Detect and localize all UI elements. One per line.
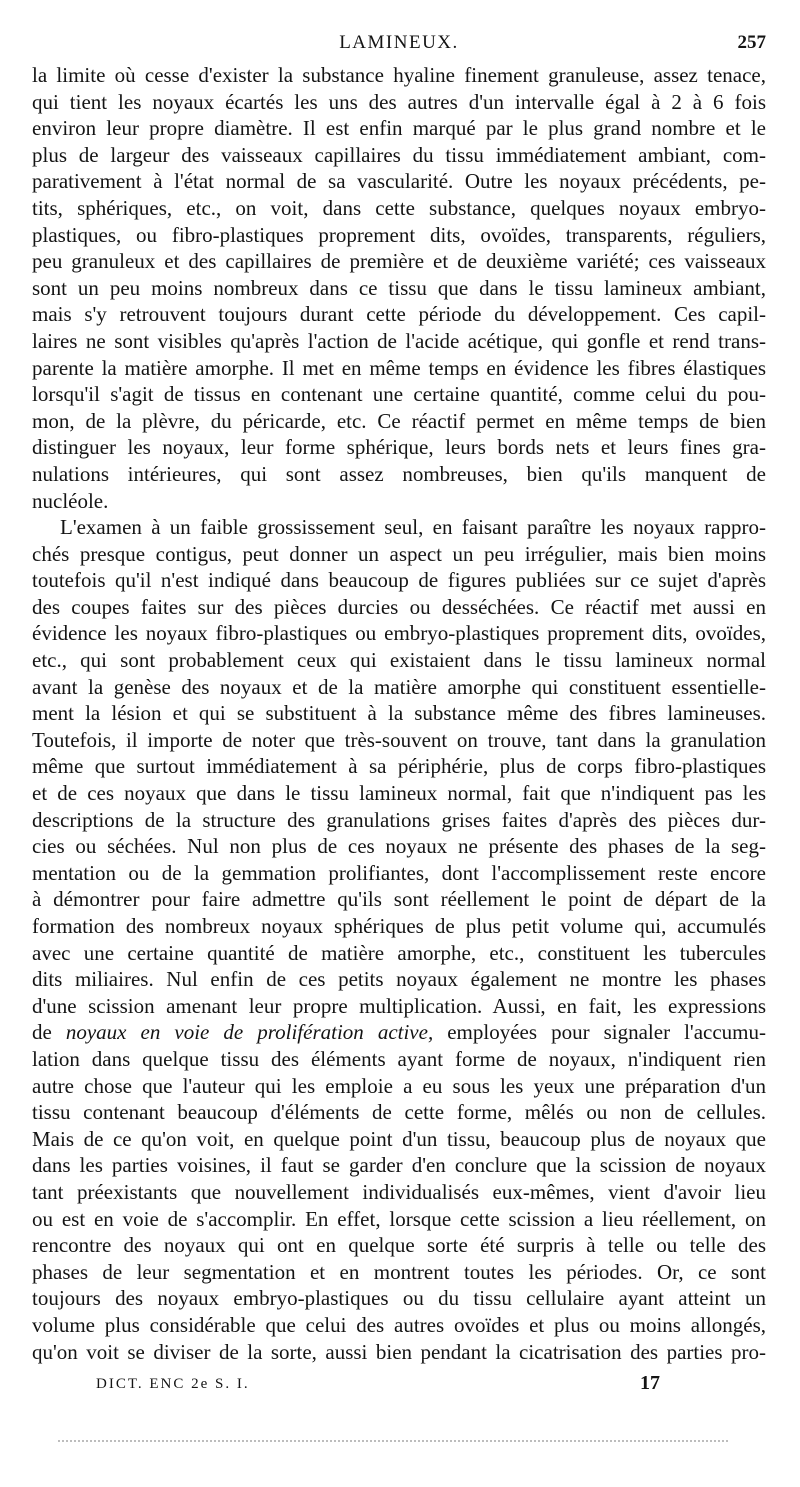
text-line: plus de largeur des vaisseaux capillaires du tissu immédiatement ambiant, com-: [32, 142, 766, 167]
text-line: ment la lésion et qui se substituent à la substance même des fibres lamineuses.: [32, 701, 766, 726]
text-line: à démontrer pour faire admettre qu'ils sont réellement le point de départ de la: [32, 887, 766, 912]
text-line: lation dans quelque tissu des éléments ayant forme de noyaux, n'indiquent rien: [32, 1046, 766, 1071]
text-line: distinguer les noyaux, leur forme sphérique, leurs bords nets et leurs fines gra-: [32, 435, 766, 460]
text-line: tissu contenant beaucoup d'éléments de cette forme, mêlés ou non de cellules.: [32, 1100, 766, 1125]
text-line: évidence les noyaux fibro-plastiques ou embryo-plastiques proprement dits, ovoïdes,: [32, 621, 766, 646]
text-line: tits, sphériques, etc., on voit, dans cette substance, quelques noyaux embryo-: [32, 195, 766, 220]
text-line: laires ne sont visibles qu'après l'action de l'acide acétique, qui gonfle et rend trans-: [32, 328, 766, 353]
text-segment: de: [32, 1020, 66, 1045]
text-line: mentation ou de la gemmation prolifiantes, dont l'accomplissement reste encore: [32, 860, 766, 885]
text-line: plastiques, ou fibro-plastiques proprement dits, ovoïdes, transparents, réguliers,: [32, 222, 766, 247]
text-line: autre chose que l'auteur qui les emploie a eu sous les yeux une préparation d'un: [32, 1073, 766, 1098]
text-line: avec une certaine quantité de matière amorphe, etc., constituent les tubercules: [32, 940, 766, 965]
text-line: tant préexistants que nouvellement individualisés eux-mêmes, vient d'avoir lieu: [32, 1179, 766, 1204]
text-line: la limite où cesse d'exister la substance hyaline finement granuleuse, assez tenace,: [32, 63, 766, 87]
signature-number: 17: [640, 1372, 660, 1394]
text-line: dans les parties voisines, il faut se garder d'en conclure que la scission de noyaux: [32, 1153, 766, 1178]
text-line: descriptions de la structure des granulations grises faites d'après des pièces dur-: [32, 807, 766, 832]
text-line: parativement à l'état normal de sa vascularité. Outre les noyaux précédents, pe-: [32, 169, 766, 194]
text-line: cies ou séchées. Nul non plus de ces noyaux ne présente des phases de la seg-: [32, 834, 766, 859]
text-line: et de ces noyaux que dans le tissu lamineux normal, fait que n'indiquent pas les: [32, 781, 766, 806]
text-line: ou est en voie de s'accomplir. En effet, lorsque cette scission a lieu réellement, on: [32, 1206, 766, 1231]
body-text: [32, 62, 766, 1365]
page-number: 257: [737, 32, 766, 53]
text-line: parente la matière amorphe. Il met en même temps en évidence les fibres élastiques: [32, 355, 766, 380]
text-line: sont un peu moins nombreux dans ce tissu que dans le tissu lamineux ambiant,: [32, 275, 766, 300]
text-line: environ leur propre diamètre. Il est enfin marqué par le plus grand nombre et le: [32, 116, 766, 141]
text-line: toujours des noyaux embryo-plastiques ou du tissu cellulaire ayant atteint un: [32, 1286, 766, 1311]
text-line: volume plus considérable que celui des autres ovoïdes et plus ou moins allongés,: [32, 1312, 766, 1337]
text-line: peu granuleux et des capillaires de première et de deuxième variété; ces vaisseaux: [32, 249, 766, 274]
text-line: L'examen à un faible grossissement seul, en faisant paraître les noyaux rappro-: [60, 515, 766, 540]
text-line: phases de leur segmentation et en montrent toutes les périodes. Or, ce sont: [32, 1259, 766, 1284]
text-line: qui tient les noyaux écartés les uns des autres d'un intervalle égal à 2 à 6 fois: [32, 89, 766, 114]
text-line: Mais de ce qu'on voit, en quelque point d'un tissu, beaucoup plus de noyaux que: [32, 1126, 766, 1151]
text-line: mon, de la plèvre, du péricarde, etc. Ce réactif permet en même temps de bien: [32, 408, 766, 433]
text-line: qu'on voit se diviser de la sorte, aussi bien pendant la cicatrisation des parties pro-: [32, 1339, 766, 1364]
running-head: [32, 32, 766, 58]
text-line: formation des nombreux noyaux sphériques de plus petit volume qui, accumulés: [32, 914, 766, 938]
printer-signature: DICT. ENC 2e S. I.: [96, 1376, 250, 1392]
text-line: d'une scission amenant leur propre multiplication. Aussi, en fait, les expressions: [32, 993, 766, 1018]
dotted-rule: [58, 1440, 728, 1442]
text-line: Toutefois, il importe de noter que très-souvent on trouve, tant dans la granulation: [32, 727, 766, 752]
italic-phrase: noyaux en voie de prolifération active,: [65, 1020, 434, 1045]
text-line: [32, 1019, 766, 1046]
text-segment: employées pour signaler l'accumu-: [433, 1020, 766, 1045]
running-title: LAMINEUX.: [339, 32, 459, 53]
page-footer: [32, 1372, 766, 1402]
text-line: des coupes faites sur des pièces durcies ou desséchées. Ce réactif met aussi en: [32, 594, 766, 619]
text-line: même que surtout immédiatement à sa périphérie, plus de corps fibro-plastiques: [32, 754, 766, 779]
text-line: lorsqu'il s'agit de tissus en contenant une certaine quantité, comme celui du pou-: [32, 382, 766, 407]
text-line: dits miliaires. Nul enfin de ces petits noyaux également ne montre les phases: [32, 967, 766, 992]
text-line: nucléole.: [32, 488, 109, 513]
text-line: etc., qui sont probablement ceux qui existaient dans le tissu lamineux normal: [32, 648, 766, 673]
text-line: nulations intérieures, qui sont assez nombreuses, bien qu'ils manquent de: [32, 461, 766, 486]
text-line: avant la genèse des noyaux et de la matière amorphe qui constituent essentielle-: [32, 674, 766, 699]
text-line: rencontre des noyaux qui ont en quelque sorte été surpris à telle ou telle des: [32, 1233, 766, 1258]
text-line: toutefois qu'il n'est indiqué dans beaucoup de figures publiées sur ce sujet d'après: [32, 568, 766, 593]
text-line: chés presque contigus, peut donner un aspect un peu irrégulier, mais bien moins: [32, 541, 766, 566]
text-line: mais s'y retrouvent toujours durant cette période du développement. Ces capil-: [32, 302, 766, 327]
